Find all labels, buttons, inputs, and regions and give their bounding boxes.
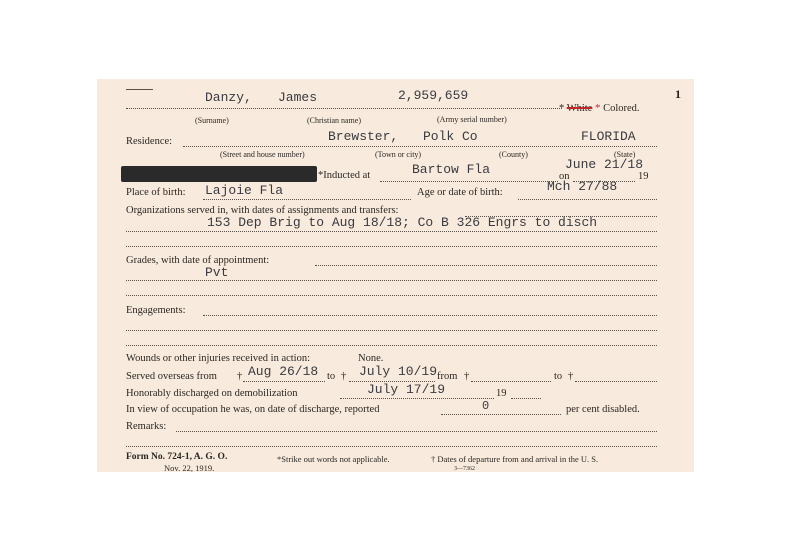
birth-place: Lajoie Fla bbox=[205, 183, 284, 198]
remarks-line-1 bbox=[176, 431, 657, 432]
serial-number-value: 2,959,659 bbox=[398, 88, 469, 103]
label-town: (Town or city) bbox=[375, 150, 422, 159]
inducted-place: Bartow Fla bbox=[412, 162, 491, 177]
grade-value: Pvt bbox=[205, 265, 229, 280]
christian-name-value: James bbox=[278, 90, 318, 105]
label-wounds: Wounds or other injuries received in action: bbox=[126, 353, 311, 364]
label-occupation: In view of occupation he was, on date of discharge, reported bbox=[126, 404, 380, 415]
inducted-line bbox=[380, 181, 558, 182]
engagements-line-3 bbox=[126, 345, 657, 346]
race-asterisk: * bbox=[559, 103, 565, 114]
label-christian-name: (Christian name) bbox=[307, 116, 361, 125]
overseas-from-date: Aug 26/18 bbox=[248, 364, 319, 379]
label-inducted-at: *Inducted at bbox=[318, 170, 371, 181]
overseas-dagger-3: † bbox=[464, 371, 470, 382]
draft-card bbox=[97, 79, 694, 472]
overseas-dagger-1: † bbox=[237, 371, 243, 382]
overseas-dagger-2: † bbox=[341, 371, 347, 382]
label-county: (County) bbox=[499, 150, 528, 159]
grades-line-1 bbox=[315, 265, 657, 266]
footnote-dates: † Dates of departure from and arrival in the U. S. bbox=[431, 454, 599, 464]
disability-value: 0 bbox=[482, 399, 490, 413]
label-percent: per cent disabled. bbox=[566, 404, 640, 415]
label-grades: Grades, with date of appointment: bbox=[126, 255, 270, 266]
label-from: from bbox=[437, 371, 458, 382]
top-rule bbox=[126, 89, 153, 90]
race-field bbox=[559, 102, 640, 114]
label-remarks: Remarks: bbox=[126, 421, 167, 432]
overseas-to-2-line bbox=[575, 381, 657, 382]
race-white-struck: White bbox=[566, 103, 593, 114]
form-date: Nov. 22, 1919. bbox=[164, 463, 215, 473]
inducted-date: June 21/18 bbox=[565, 157, 644, 172]
name-line bbox=[126, 108, 562, 109]
organizations-line-2 bbox=[126, 231, 657, 232]
label-street: (Street and house number) bbox=[220, 150, 305, 159]
label-state: (State) bbox=[614, 150, 636, 159]
birth-date-line bbox=[518, 199, 657, 200]
wounds-value: None. bbox=[358, 353, 384, 364]
label-age: Age or date of birth: bbox=[417, 187, 503, 198]
discharge-line bbox=[340, 398, 494, 399]
residence-town: Brewster, bbox=[328, 129, 399, 144]
label-on: on bbox=[559, 171, 570, 182]
discharge-date: July 17/19 bbox=[367, 382, 446, 397]
footnote-strike: *Strike out words not applicable. bbox=[277, 454, 390, 464]
grades-line-2 bbox=[126, 280, 657, 281]
residence-state: FLORIDA bbox=[581, 129, 636, 144]
birth-date: Mch 27/88 bbox=[547, 179, 618, 194]
card-number: 1 bbox=[675, 87, 681, 101]
race-colored: Colored. bbox=[603, 103, 640, 114]
label-serial: (Army serial number) bbox=[437, 115, 507, 124]
residence-line bbox=[183, 146, 657, 147]
form-number: Form No. 724-1, A. G. O. bbox=[126, 452, 228, 462]
remarks-line-2 bbox=[126, 446, 657, 447]
overseas-dagger-4: † bbox=[568, 371, 574, 382]
race-red-marker: * bbox=[594, 102, 601, 114]
overseas-to-date: July 10/19 bbox=[359, 364, 438, 379]
label-place-of-birth: Place of birth: bbox=[126, 187, 186, 198]
birth-place-line bbox=[203, 199, 411, 200]
disability-line bbox=[441, 414, 561, 415]
label-served-overseas: Served overseas from bbox=[126, 371, 217, 382]
label-to-2: to bbox=[554, 371, 563, 382]
label-to-1: to bbox=[327, 371, 336, 382]
residence-county: Polk Co bbox=[423, 129, 478, 144]
overseas-from-2-line bbox=[471, 381, 551, 382]
engagements-line-1 bbox=[203, 315, 657, 316]
grades-line-3 bbox=[126, 295, 657, 296]
surname-value: Danzy, bbox=[205, 90, 252, 105]
discharge-year-suffix: 19 bbox=[496, 388, 507, 399]
label-surname: (Surname) bbox=[195, 116, 229, 125]
redacted-block bbox=[121, 166, 317, 182]
engagements-line-2 bbox=[126, 330, 657, 331]
on-year-suffix: 19 bbox=[638, 171, 649, 182]
label-organizations: Organizations served in, with dates of assignments and transfers: bbox=[126, 205, 399, 216]
label-engagements: Engagements: bbox=[126, 305, 186, 316]
overseas-from-line bbox=[243, 381, 325, 382]
discharge-year-line bbox=[511, 398, 541, 399]
label-discharged: Honorably discharged on demobilization bbox=[126, 388, 298, 399]
label-residence: Residence: bbox=[126, 136, 173, 147]
print-code: 3—7362 bbox=[454, 466, 475, 472]
organizations-line-3 bbox=[126, 246, 657, 247]
organizations-value: 153 Dep Brig to Aug 18/18; Co B 326 Engrs to disch bbox=[207, 215, 598, 230]
